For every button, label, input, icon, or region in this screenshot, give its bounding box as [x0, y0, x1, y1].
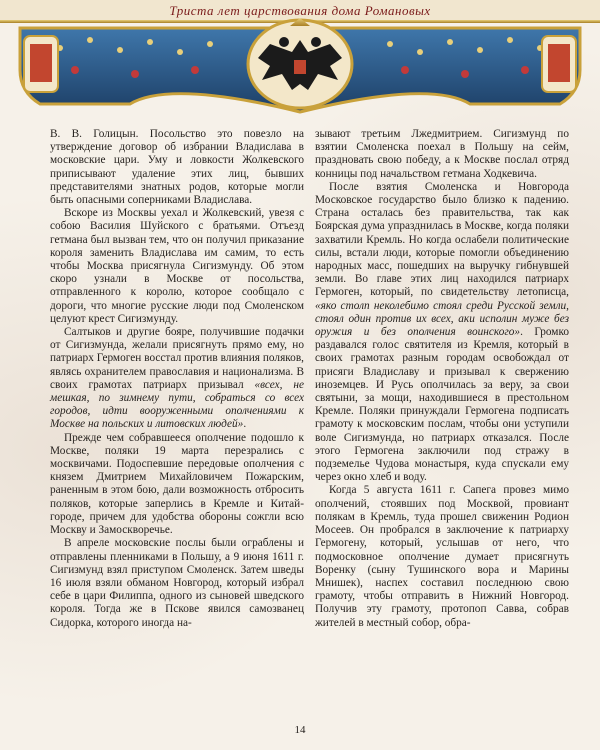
paragraph-text: После взятия Смоленска и Новгорода Московское государство было близко к падению. Страна осталась без правительства, так как Боярская дума упразднилась в Москве, когда поляки захватили Кремль. Но когда ослабели политические силы, встали люди, которые помогли объединению народных масс, пошедших на выручку гибнувшей земли. Во главе этих лиц находился патриарх Гермоген, который, по свидетельству летописца,: [315, 180, 569, 299]
right-column: [315, 128, 569, 630]
paragraph: [50, 326, 304, 432]
paragraph: [315, 128, 569, 181]
paragraph-text: Когда 5 августа 1611 г. Сапега провез мимо ополчений, стоявших под Москвой, провиант полякам в Кремль, туда прошел свиженин Родион Мосеев. Он пробрался в заключение к патриарху Гермогену, который, услышав от него, что подмосковное ополчение думает присягнуть Воренку (сыну Тушинского вора и Марины Мнишек), наспех составил последнюю свою грамоту, чтобы отправить в Нижний Новгород. Получив эту грамоту, протопоп Савва, собрав жителей в местный собор, обра-: [315, 484, 569, 629]
paragraph-text: В апреле московские послы были ограблены и отправлены пленниками в Польшу, а 9 июня 1611 г. Сигизмунд взял приступом Смоленск. Затем шведы 16 июля взяли обманом Новгород, который избрал себе в цари Филиппа, одного из сыновей шведского короля. Тогда же в Пскове явился самозванец Сидорка, которого иногда на-: [50, 537, 304, 629]
left-column: [50, 128, 304, 630]
paragraph-text: зывают третьим Лжедмитрием. Сигизмунд по взятии Смоленска поехал в Польшу на сейм, праздновать свою победу, а к Москве послал отряд конницы под начальством гетмана Ходкевича.: [315, 128, 569, 180]
paragraph: [315, 484, 569, 629]
paragraph: [50, 207, 304, 326]
quotation-italic: «всех, не мешкая, по зимнему пути, собраться со всех городов, идти вооруженными ополчениями к Москве на польских и литовских людей»: [50, 378, 304, 431]
paragraph-text: В. В. Голицын. Посольство это повезло на утверждение договор об избрании Владислава в московские цари. Уму и ловкости Жолкевского приписывают удаление этих лиц, бывших представителями знатных родов, которые могли быть опасными соперниками Владислава.: [50, 128, 304, 207]
page-number: 14: [294, 724, 306, 736]
running-title: Триста лет царствования дома Романовых: [169, 3, 431, 18]
paragraph: [50, 537, 304, 629]
paragraph: [50, 128, 304, 207]
paragraph: [50, 432, 304, 538]
quotation-italic: «яко столп неколебимо стоял среди Русской земли, стоял один против их всех, аки исполин муже без оружия и без ополчения воинского»: [315, 299, 569, 339]
paragraph-text: Прежде чем собравшееся ополчение подошло к Москве, поляки 19 марта перезрались с москвичами. Подоспевшие передовые ополчения с князем Дмитрием Михайловичем Пожарским, раненным в этом бою, дали возможность отбросить поляков, которые заперлись в Кремле и Китай-городе, причем для удобства обороны сожгли всю Москву и Замоскворечье.: [50, 431, 304, 537]
paragraph-text: .: [243, 418, 247, 431]
paragraph-text: . Громко раздавался голос святителя из Кремля, который в своих грамотах разным городам освобождал от присяги Владиславу и призывал к свержению иноземцев. И Русь ополчилась за веру, за свои святыни, за мощи, находившиеся в престольном Кремле. Поляки принуждали Гермогена подписать грамоту к московским послам, чтобы они уступили воле Сигизмунда, но патриарх отказался. После этого Гермогена заключили под стражу в подземелье Чудова монастыря, куда спускали ему через окно хлеб и воду.: [315, 326, 570, 484]
paragraph-text: Салтыков и другие бояре, получившие подачки от Сигизмунда, желали присягнуть прямо ему, но патриарх Гермоген восстал против влияния поляков, являсь охранителем православия и национализма. В своих грамотах патриарх призывал: [50, 326, 304, 391]
paragraph-text: Вскоре из Москвы уехал и Жолкевский, увезя с собою Василия Шуйского с братьями. Отъезд гетмана был вызван тем, что он получил приказание короля заменить Владислава им самим, то есть чтобы Москва присягнула Сигизмунду. Об этом скоро узнали в Москве от посольства, отправленного к королю, которое сообщало с дороги, что многие русские люди под Смоленском целуют крест Сигизмунду.: [50, 207, 304, 325]
paragraph: [315, 181, 569, 485]
